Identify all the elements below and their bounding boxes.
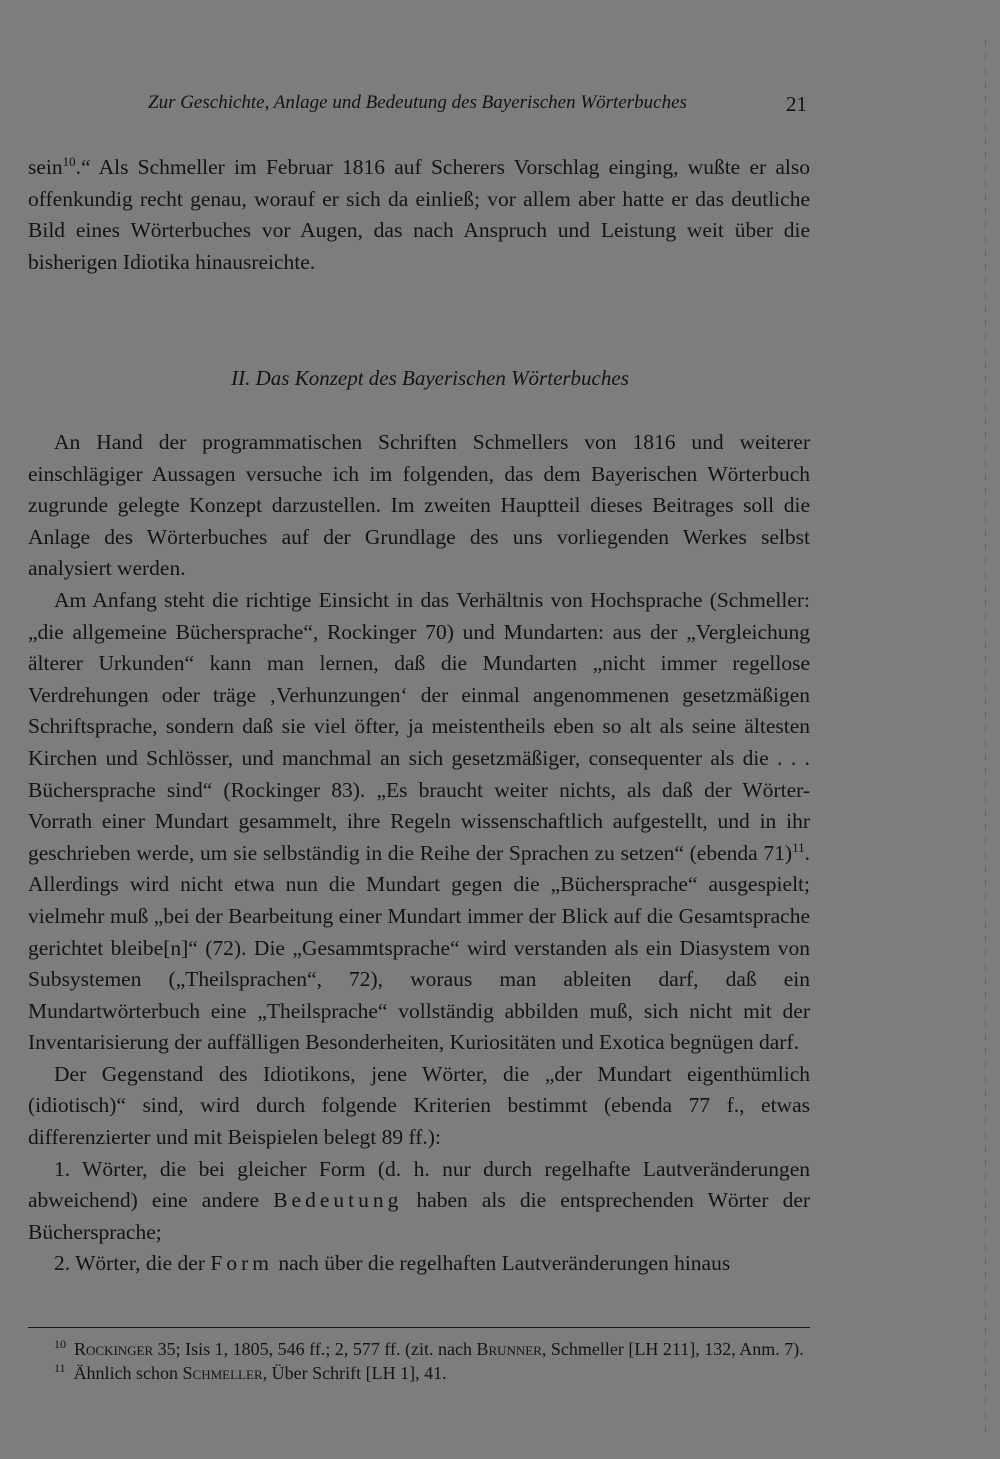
intro-paragraph xyxy=(28,152,810,278)
paragraph-2 xyxy=(28,585,810,1059)
paragraph-1: An Hand der programmatischen Schriften Schmellers von 1816 und weiterer einschlägiger Aussagen versuche ich im folgenden, das dem Bayerischen Wörterbuch zugrunde gelegte Konzept darzustellen. Im zweiten Hauptteil dieses Beitrages soll die Anlage des Wörterbuches auf der Grundlage des uns vorliegenden Werkes selbst analysiert werden. xyxy=(28,430,810,581)
running-title: Zur Geschichte, Anlage und Bedeutung des Bayerischen Wörterbuches xyxy=(148,92,687,113)
footnote-divider xyxy=(28,1327,810,1328)
page-number: 21 xyxy=(786,92,807,116)
footnote-10: $^{10}$ Rockinger 35; Isis 1, 1805, 546 ff.; 2, 577 ff. (zit. nach Brunner, Schmeller [LH 211], 132, Anm. 7). xyxy=(54,1337,804,1359)
section-body xyxy=(28,427,810,1280)
list-item-1: 1. Wörter, die bei gleicher Form (d. h. nur durch regelhafte Lautveränderungen abweichend) eine andere Bedeutung haben als die entsprechenden Wörter der Büchersprache; xyxy=(28,1156,811,1244)
paragraph-2-text-b: . Allerdings wird nicht etwa nun die Mundart gegen die „Büchersprache“ ausgespielt; vielmehr muß „bei der Bearbeitung einer Mundart immer der Blick auf die Gesamtsprache gerichtet bleibe[n]“ (72). Die „Gesammtsprache“ wird verstanden als ein Diasystem von Subsystemen („Theilsprachen“, 72), woraus man ableiten darf, daß ein Mundartwörterbuch eine „Theilsprache“ vollständig abbilden muß, sich nicht mit der Inventarisierung der auffälligen Besonderheiten, Kuriositäten und Exotica begnügen darf. xyxy=(28,840,810,1055)
list-item-2: 2. Wörter, die der Form nach über die regelhaften Lautveränderungen hinaus xyxy=(54,1251,731,1276)
paragraph-3: Der Gegenstand des Idiotikons, jene Wörter, die „der Mundart eigenthümlich (idiotisch)“ sind, wird durch folgende Kriterien bestimmt (ebenda 77 f., etwas differenzierter und mit Beispielen belegt 89 ff.): xyxy=(28,1061,810,1150)
footnote-11: $^{11}$ Ähnlich schon Schmeller, Über Schrift [LH 1], 41. xyxy=(54,1361,447,1383)
scan-edge xyxy=(985,40,986,1440)
footnote-ref-11: 11 xyxy=(792,839,805,855)
footnote-ref-10: 10 xyxy=(62,154,76,169)
intro-text-rest: .“ Als Schmeller im Februar 1816 auf Scherers Vorschlag einging, wußte er also offenkundig recht genau, worauf er sich da einließ; vor allem aber hatte er das deutliche Bild eines Wörterbuches vor Augen, das nach Anspruch und Leistung weit über die bisherigen Idiotika hinausreichte. xyxy=(28,155,810,274)
spaced-word-form: Form xyxy=(210,1251,273,1276)
spaced-word-bedeutung: Bedeutung xyxy=(273,1188,403,1213)
section-heading: II. Das Konzept des Bayerischen Wörterbuches xyxy=(231,366,629,390)
footnotes xyxy=(28,1338,810,1384)
intro-text-start: sein xyxy=(28,155,63,179)
paragraph-2-text-a: Am Anfang steht die richtige Einsicht in das Verhältnis von Hochsprache (Schmeller: „die allgemeine Büchersprache“, Rockinger 70) und Mundarten: aus der „Vergleichung älterer Urkunden“ kann man lernen, daß die Mundarten „nicht immer regellose Verdrehungen oder träge ‚Verhunzungen‘ der einmal angenommenen gesetzmäßigen Schriftsprache, sondern daß sie viel öfter, ja meistentheils eben so alt als seine ältesten Kirchen und Schlösser, und manchmal an sich gesetzmäßiger, consequenter als die . . . Büchersprache sind“ (Rockinger 83). „Es braucht weiter nichts, als daß der Wörter-Vorrath einer Mundart gesammelt, ihre Regeln wissenschaftlich aufgestellt, und in ihr geschrieben werde, um sie selbständig in die Reihe der Sprachen zu setzen“ (ebenda 71) xyxy=(28,587,810,865)
